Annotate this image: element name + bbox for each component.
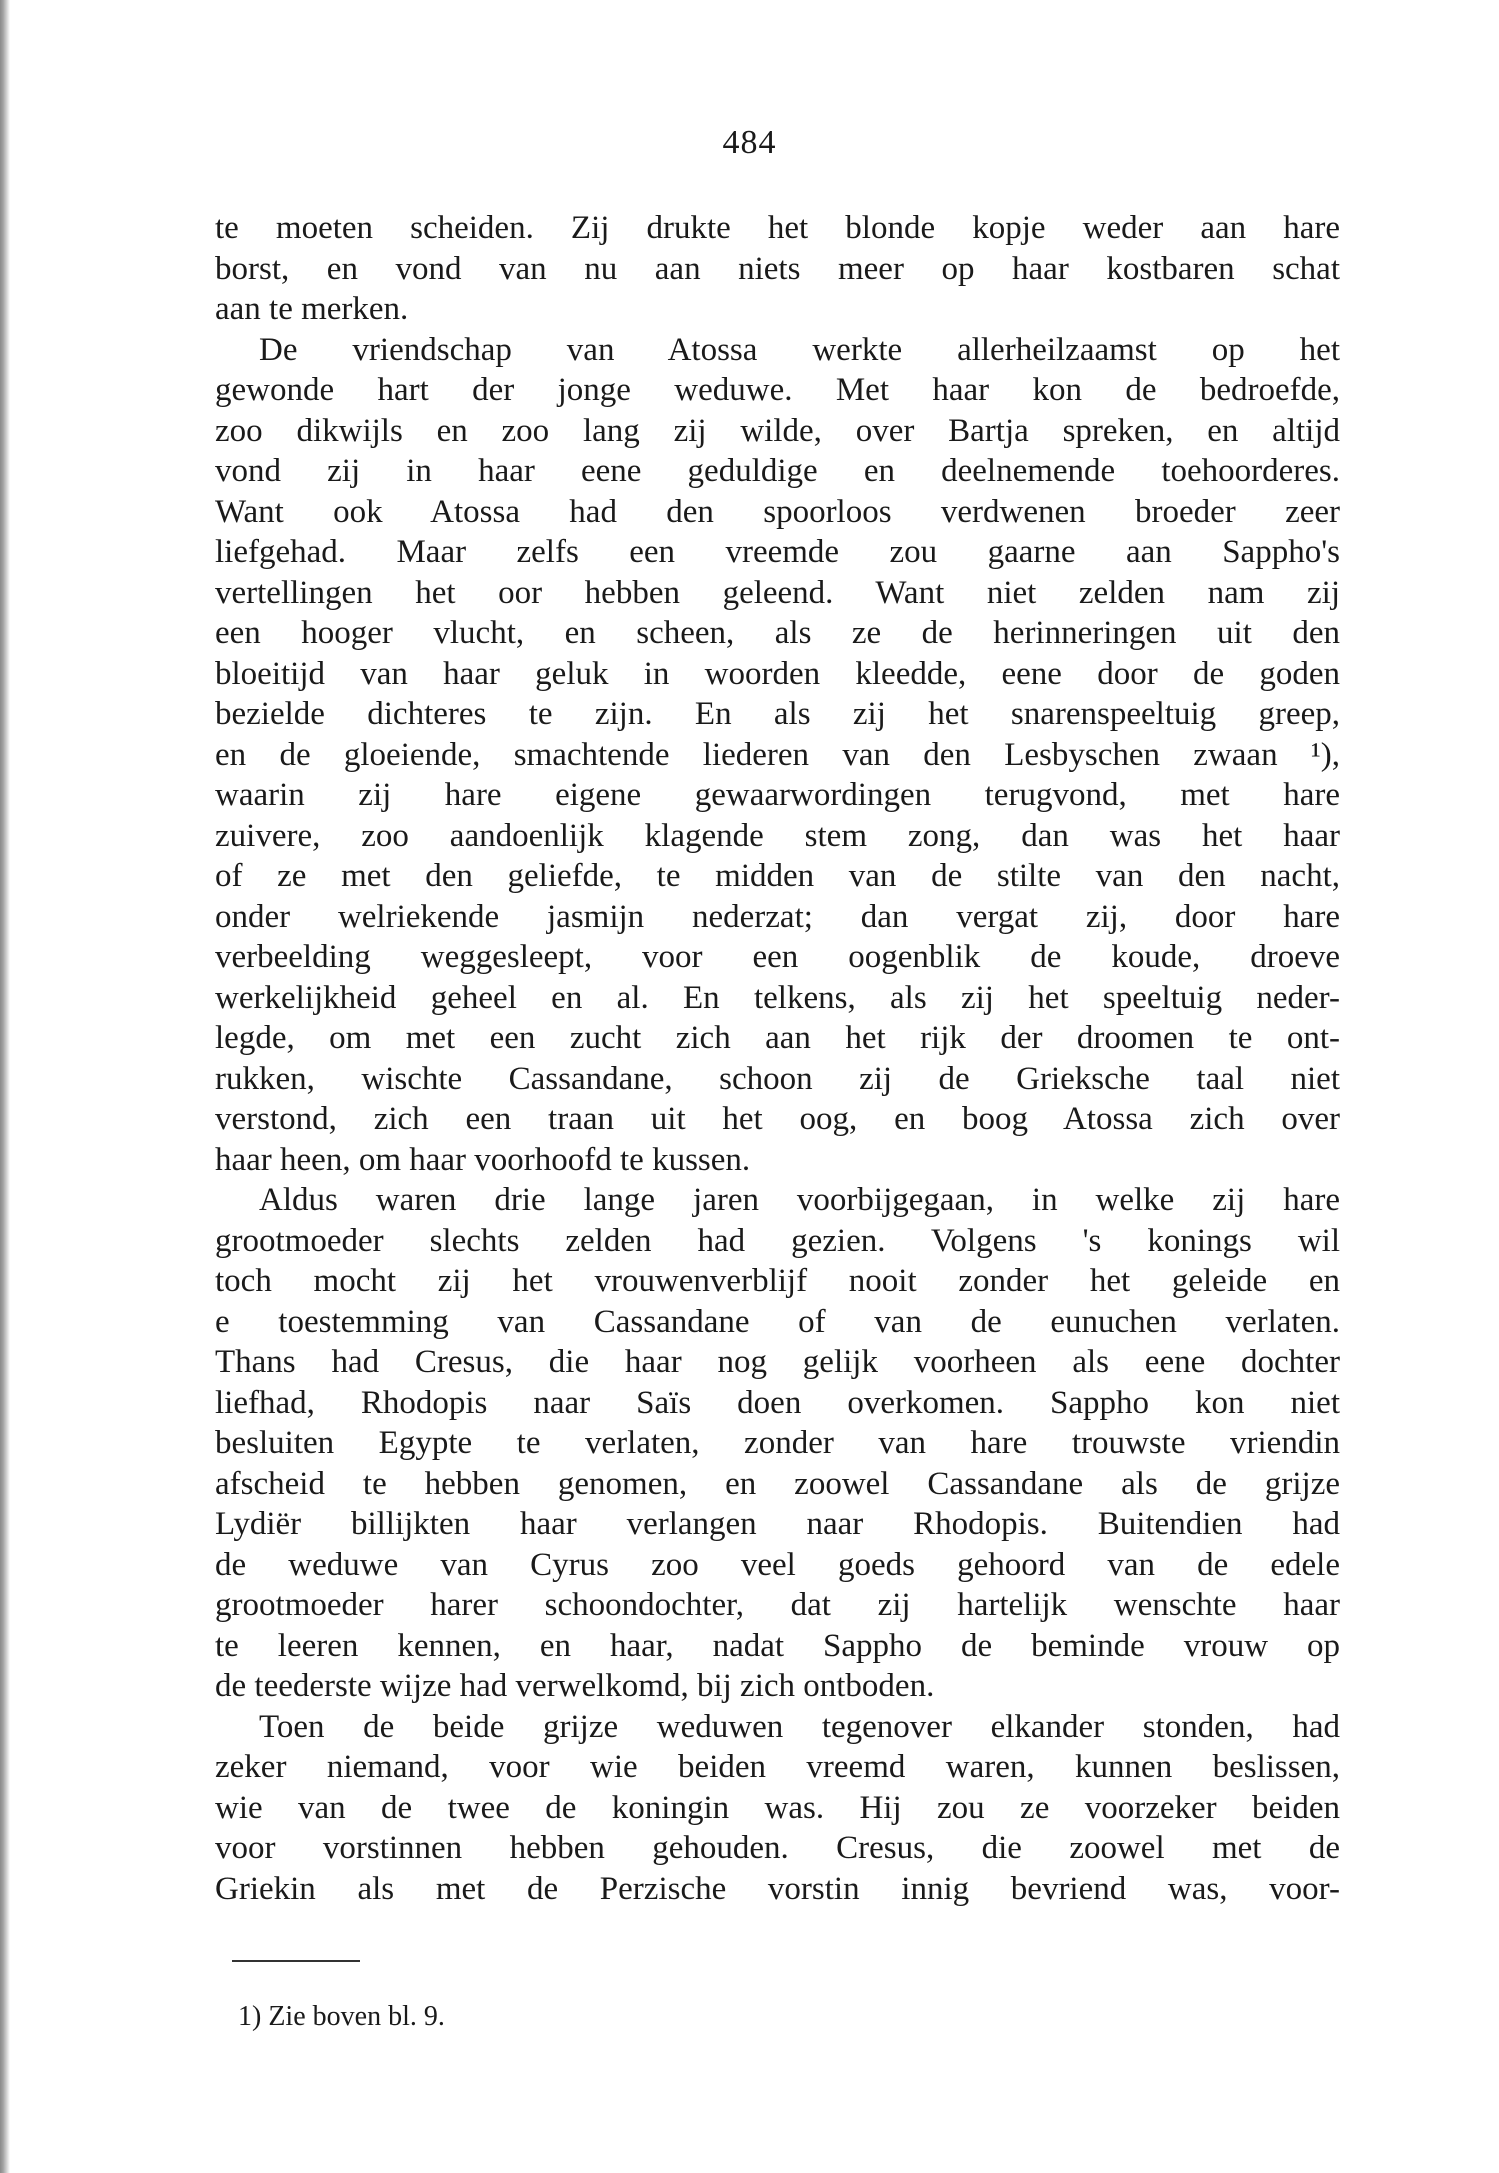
text-line: toch mocht zij het vrouwenverblijf nooit zonder het geleide en — [215, 1263, 1340, 1299]
text-line: te leeren kennen, en haar, nadat Sappho de beminde vrouw op — [215, 1627, 1340, 1664]
text-line: onder welriekende jasmijn nederzat; dan vergat zij, door hare — [215, 898, 1340, 935]
text-line: Want ook Atossa had den spoorloos verdwenen broeder zeer — [215, 493, 1340, 530]
footnote: 1) Zie boven bl. 9. — [238, 2001, 445, 2032]
text-line: Aldus waren drie lange jaren voorbijgegaan, in welke zij hare — [259, 1182, 1340, 1218]
text-line: te moeten scheiden. Zij drukte het blonde kopje weder aan hare — [215, 210, 1340, 246]
text-line: bloeitijd van haar geluk in woorden kleedde, eene door de goden — [215, 655, 1340, 692]
text-line: Griekin als met de Perzische vorstin innig bevriend was, voor- — [215, 1870, 1340, 1907]
text-line: e toestemming van Cassandane of van de eunuchen verlaten. — [215, 1303, 1340, 1340]
text-line: Thans had Cresus, die haar nog gelijk voorheen als eene dochter — [215, 1344, 1340, 1380]
text-line: verstond, zich een traan uit het oog, en boog Atossa zich over — [215, 1101, 1340, 1137]
text-line: besluiten Egypte te verlaten, zonder van hare trouwste vriendin — [215, 1425, 1340, 1461]
text-line: vond zij in haar eene geduldige en deelnemende toehoorderes. — [215, 453, 1340, 489]
text-line: rukken, wischte Cassandane, schoon zij de Grieksche taal niet — [215, 1060, 1340, 1097]
text-line: zoo dikwijls en zoo lang zij wilde, over Bartja spreken, en altijd — [215, 412, 1340, 449]
body-text — [215, 208, 1340, 1909]
paragraph — [215, 208, 1340, 330]
text-line: bezielde dichteres te zijn. En als zij het snarenspeeltuig greep, — [215, 696, 1340, 732]
text-line: De vriendschap van Atossa werkte allerheilzaamst op het — [259, 331, 1340, 368]
text-line: haar heen, om haar voorhoofd te kussen. — [215, 1141, 751, 1178]
text-line: zeker niemand, voor wie beiden vreemd waren, kunnen beslissen, — [215, 1749, 1340, 1785]
text-line: liefgehad. Maar zelfs een vreemde zou gaarne aan Sappho's — [215, 534, 1340, 570]
text-line: werkelijkheid geheel en al. En telkens, als zij het speeltuig neder- — [215, 979, 1340, 1016]
text-line: legde, om met een zucht zich aan het rijk der droomen te ont- — [215, 1020, 1340, 1056]
text-line: de teederste wijze had verwelkomd, bij zich ontboden. — [215, 1668, 935, 1704]
text-line: vertellingen het oor hebben geleend. Want niet zelden nam zij — [215, 574, 1340, 611]
text-line: grootmoeder harer schoondochter, dat zij hartelijk wenschte haar — [215, 1587, 1340, 1623]
text-line: verbeelding weggesleept, voor een oogenblik de koude, droeve — [215, 939, 1340, 975]
paragraph — [215, 330, 1340, 1181]
text-line: afscheid te hebben genomen, en zoowel Cassandane als de grijze — [215, 1465, 1340, 1502]
text-line: Lydiër billijkten haar verlangen naar Rhodopis. Buitendien had — [215, 1506, 1340, 1542]
text-line: zuivere, zoo aandoenlijk klagende stem zong, dan was het haar — [215, 817, 1340, 854]
text-line: grootmoeder slechts zelden had gezien. Volgens 's konings wil — [215, 1222, 1340, 1259]
text-line: de weduwe van Cyrus zoo veel goeds gehoord van de edele — [215, 1546, 1340, 1583]
text-line: borst, en vond van nu aan niets meer op haar kostbaren schat — [215, 250, 1340, 287]
text-line: Toen de beide grijze weduwen tegenover elkander stonden, had — [259, 1708, 1340, 1745]
text-line: een hooger vlucht, en scheen, als ze de herinneringen uit den — [215, 615, 1340, 651]
text-line: waarin zij hare eigene gewaarwordingen terugvond, met hare — [215, 777, 1340, 813]
paragraph — [215, 1707, 1340, 1910]
text-line: gewonde hart der jonge weduwe. Met haar kon de bedroefde, — [215, 372, 1340, 408]
text-line: voor vorstinnen hebben gehouden. Cresus, die zoowel met de — [215, 1830, 1340, 1866]
footnote-divider — [232, 1960, 360, 1962]
text-line: of ze met den geliefde, te midden van de stilte van den nacht, — [215, 858, 1340, 894]
text-line: aan te merken. — [215, 291, 409, 327]
text-line: wie van de twee de koningin was. Hij zou ze voorzeker beiden — [215, 1789, 1340, 1826]
paragraph — [215, 1180, 1340, 1707]
scan-edge — [0, 0, 10, 2173]
text-line: liefhad, Rhodopis naar Saïs doen overkomen. Sappho kon niet — [215, 1384, 1340, 1421]
page-number: 484 — [722, 124, 777, 161]
text-line: en de gloeiende, smachtende liederen van den Lesbyschen zwaan ¹), — [215, 736, 1340, 773]
